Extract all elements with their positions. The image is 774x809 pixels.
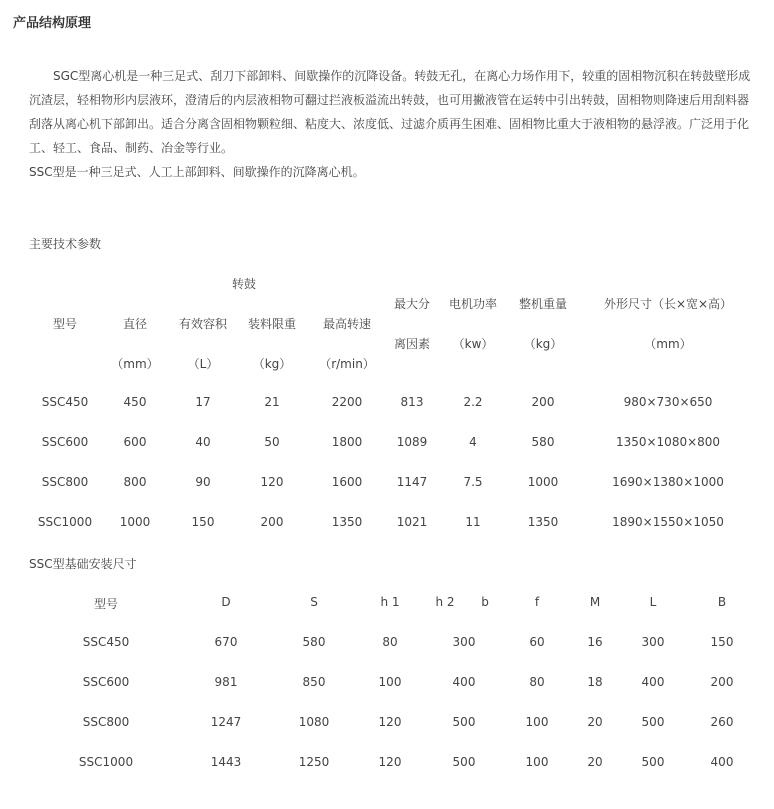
header-volume: 有效容积 xyxy=(178,317,228,331)
params-cell-volume: 90 xyxy=(195,475,211,489)
install-header-l: L xyxy=(649,595,657,609)
install-cell-model: SSC450 xyxy=(82,635,130,649)
params-cell-power: 11 xyxy=(465,515,481,529)
install-header-d: D xyxy=(221,595,231,609)
install-header-model: 型号 xyxy=(93,597,119,611)
install-cell-m: 16 xyxy=(587,635,603,649)
install-cell-model: SSC800 xyxy=(82,715,130,729)
params-cell-dims: 1690×1380×1000 xyxy=(612,475,724,489)
params-cell-factor: 813 xyxy=(400,395,424,409)
params-section-title: 主要技术参数 xyxy=(29,237,102,251)
install-header-f: f xyxy=(534,595,540,609)
install-cell-m: 18 xyxy=(587,675,603,689)
params-cell-factor: 1147 xyxy=(396,475,428,489)
install-cell-m: 20 xyxy=(587,715,603,729)
header-load-limit: 装料限重 xyxy=(247,317,297,331)
unit-weight: （kg） xyxy=(523,337,563,351)
install-cell-h1: 80 xyxy=(382,635,398,649)
params-cell-power: 4 xyxy=(469,435,477,449)
params-cell-load: 200 xyxy=(260,515,284,529)
install-cell-h1: 120 xyxy=(378,715,402,729)
params-cell-load: 21 xyxy=(264,395,280,409)
install-cell-h2b: 500 xyxy=(452,755,476,769)
install-cell-f: 100 xyxy=(525,715,549,729)
install-cell-d: 981 xyxy=(214,675,238,689)
install-cell-model: SSC1000 xyxy=(78,755,134,769)
install-cell-h2b: 300 xyxy=(452,635,476,649)
install-header-h1: h 1 xyxy=(380,595,400,609)
params-cell-model: SSC1000 xyxy=(37,515,93,529)
params-cell-weight: 580 xyxy=(531,435,555,449)
intro-text xyxy=(29,64,751,184)
header-power: 电机功率 xyxy=(448,297,498,311)
install-cell-h2b: 400 xyxy=(452,675,476,689)
install-cell-s: 580 xyxy=(302,635,326,649)
install-cell-s: 850 xyxy=(302,675,326,689)
params-cell-speed: 1350 xyxy=(331,515,363,529)
header-weight: 整机重量 xyxy=(518,297,568,311)
install-cell-h2b: 500 xyxy=(452,715,476,729)
install-cell-big-b: 260 xyxy=(710,715,734,729)
unit-dimensions: （mm） xyxy=(644,337,692,351)
install-cell-s: 1250 xyxy=(298,755,330,769)
params-cell-diameter: 1000 xyxy=(119,515,151,529)
params-cell-volume: 150 xyxy=(191,515,215,529)
install-cell-m: 20 xyxy=(587,755,603,769)
intro-paragraph-sgc: SGC型离心机是一种三足式、刮刀下部卸料、间歇操作的沉降设备。转鼓无孔，在离心力场作用下，较重的固相物沉积在转鼓壁形成沉渣层，轻相物形内层液环，澄清后的内层液相物可翻过拦液板溢流出转鼓，也可用撇液管在运转中引出转鼓，固相物则降速后用刮料器刮落从离心机下部卸出。适合分离含固相物颗粒细、粘度大、浓度低、过滤介质再生困难、固相物比重大于液相物的悬浮液。广泛用于化工、轻工、食品、制药、冶金等行业。 xyxy=(29,69,751,155)
install-cell-d: 1443 xyxy=(210,755,242,769)
unit-diameter: （mm） xyxy=(111,357,159,371)
params-cell-model: SSC450 xyxy=(41,395,89,409)
header-dimensions: 外形尺寸（长×宽×高） xyxy=(603,297,733,311)
params-cell-factor: 1021 xyxy=(396,515,428,529)
unit-power: （kw） xyxy=(452,337,494,351)
install-cell-s: 1080 xyxy=(298,715,330,729)
params-cell-weight: 1000 xyxy=(527,475,559,489)
install-cell-h1: 120 xyxy=(378,755,402,769)
params-cell-volume: 17 xyxy=(195,395,211,409)
intro-paragraph-ssc: SSC型是一种三足式、人工上部卸料、间歇操作的沉降离心机。 xyxy=(29,165,365,179)
install-cell-d: 1247 xyxy=(210,715,242,729)
params-cell-weight: 1350 xyxy=(527,515,559,529)
params-cell-dims: 1890×1550×1050 xyxy=(612,515,724,529)
install-header-b: b xyxy=(481,595,489,609)
install-header-m: M xyxy=(589,595,601,609)
params-cell-diameter: 600 xyxy=(123,435,147,449)
unit-volume: （L） xyxy=(187,357,219,371)
unit-load: （kg） xyxy=(252,357,292,371)
params-cell-load: 50 xyxy=(264,435,280,449)
install-cell-f: 100 xyxy=(525,755,549,769)
install-cell-l: 400 xyxy=(641,675,665,689)
params-cell-model: SSC600 xyxy=(41,435,89,449)
header-max-speed: 最高转速 xyxy=(322,317,372,331)
params-cell-speed: 2200 xyxy=(331,395,363,409)
install-header-h2: h 2 xyxy=(435,595,455,609)
install-header-s: S xyxy=(310,595,318,609)
params-cell-diameter: 800 xyxy=(123,475,147,489)
params-cell-dims: 980×730×650 xyxy=(623,395,713,409)
params-cell-power: 7.5 xyxy=(463,475,483,489)
header-separation-factor-line2: 离因素 xyxy=(393,337,431,351)
install-cell-l: 300 xyxy=(641,635,665,649)
params-cell-volume: 40 xyxy=(195,435,211,449)
params-cell-speed: 1600 xyxy=(331,475,363,489)
drum-group-label: 转鼓 xyxy=(231,277,257,291)
params-cell-speed: 1800 xyxy=(331,435,363,449)
install-cell-l: 500 xyxy=(641,755,665,769)
params-cell-diameter: 450 xyxy=(123,395,147,409)
install-cell-f: 60 xyxy=(529,635,545,649)
install-cell-d: 670 xyxy=(214,635,238,649)
params-cell-weight: 200 xyxy=(531,395,555,409)
install-cell-big-b: 150 xyxy=(710,635,734,649)
install-cell-h1: 100 xyxy=(378,675,402,689)
unit-speed: （r/min） xyxy=(319,357,375,371)
install-cell-big-b: 400 xyxy=(710,755,734,769)
install-cell-big-b: 200 xyxy=(710,675,734,689)
page-title: 产品结构原理 xyxy=(13,16,92,31)
header-diameter: 直径 xyxy=(122,317,148,331)
params-cell-load: 120 xyxy=(260,475,284,489)
install-cell-l: 500 xyxy=(641,715,665,729)
params-cell-dims: 1350×1080×800 xyxy=(615,435,721,449)
install-cell-model: SSC600 xyxy=(82,675,130,689)
header-separation-factor-line1: 最大分 xyxy=(393,297,431,311)
install-cell-f: 80 xyxy=(529,675,545,689)
params-cell-power: 2.2 xyxy=(463,395,483,409)
install-header-big-b: B xyxy=(717,595,727,609)
install-section-title: SSC型基础安装尺寸 xyxy=(29,557,137,571)
params-cell-factor: 1089 xyxy=(396,435,428,449)
params-cell-model: SSC800 xyxy=(41,475,89,489)
header-model: 型号 xyxy=(52,317,78,331)
